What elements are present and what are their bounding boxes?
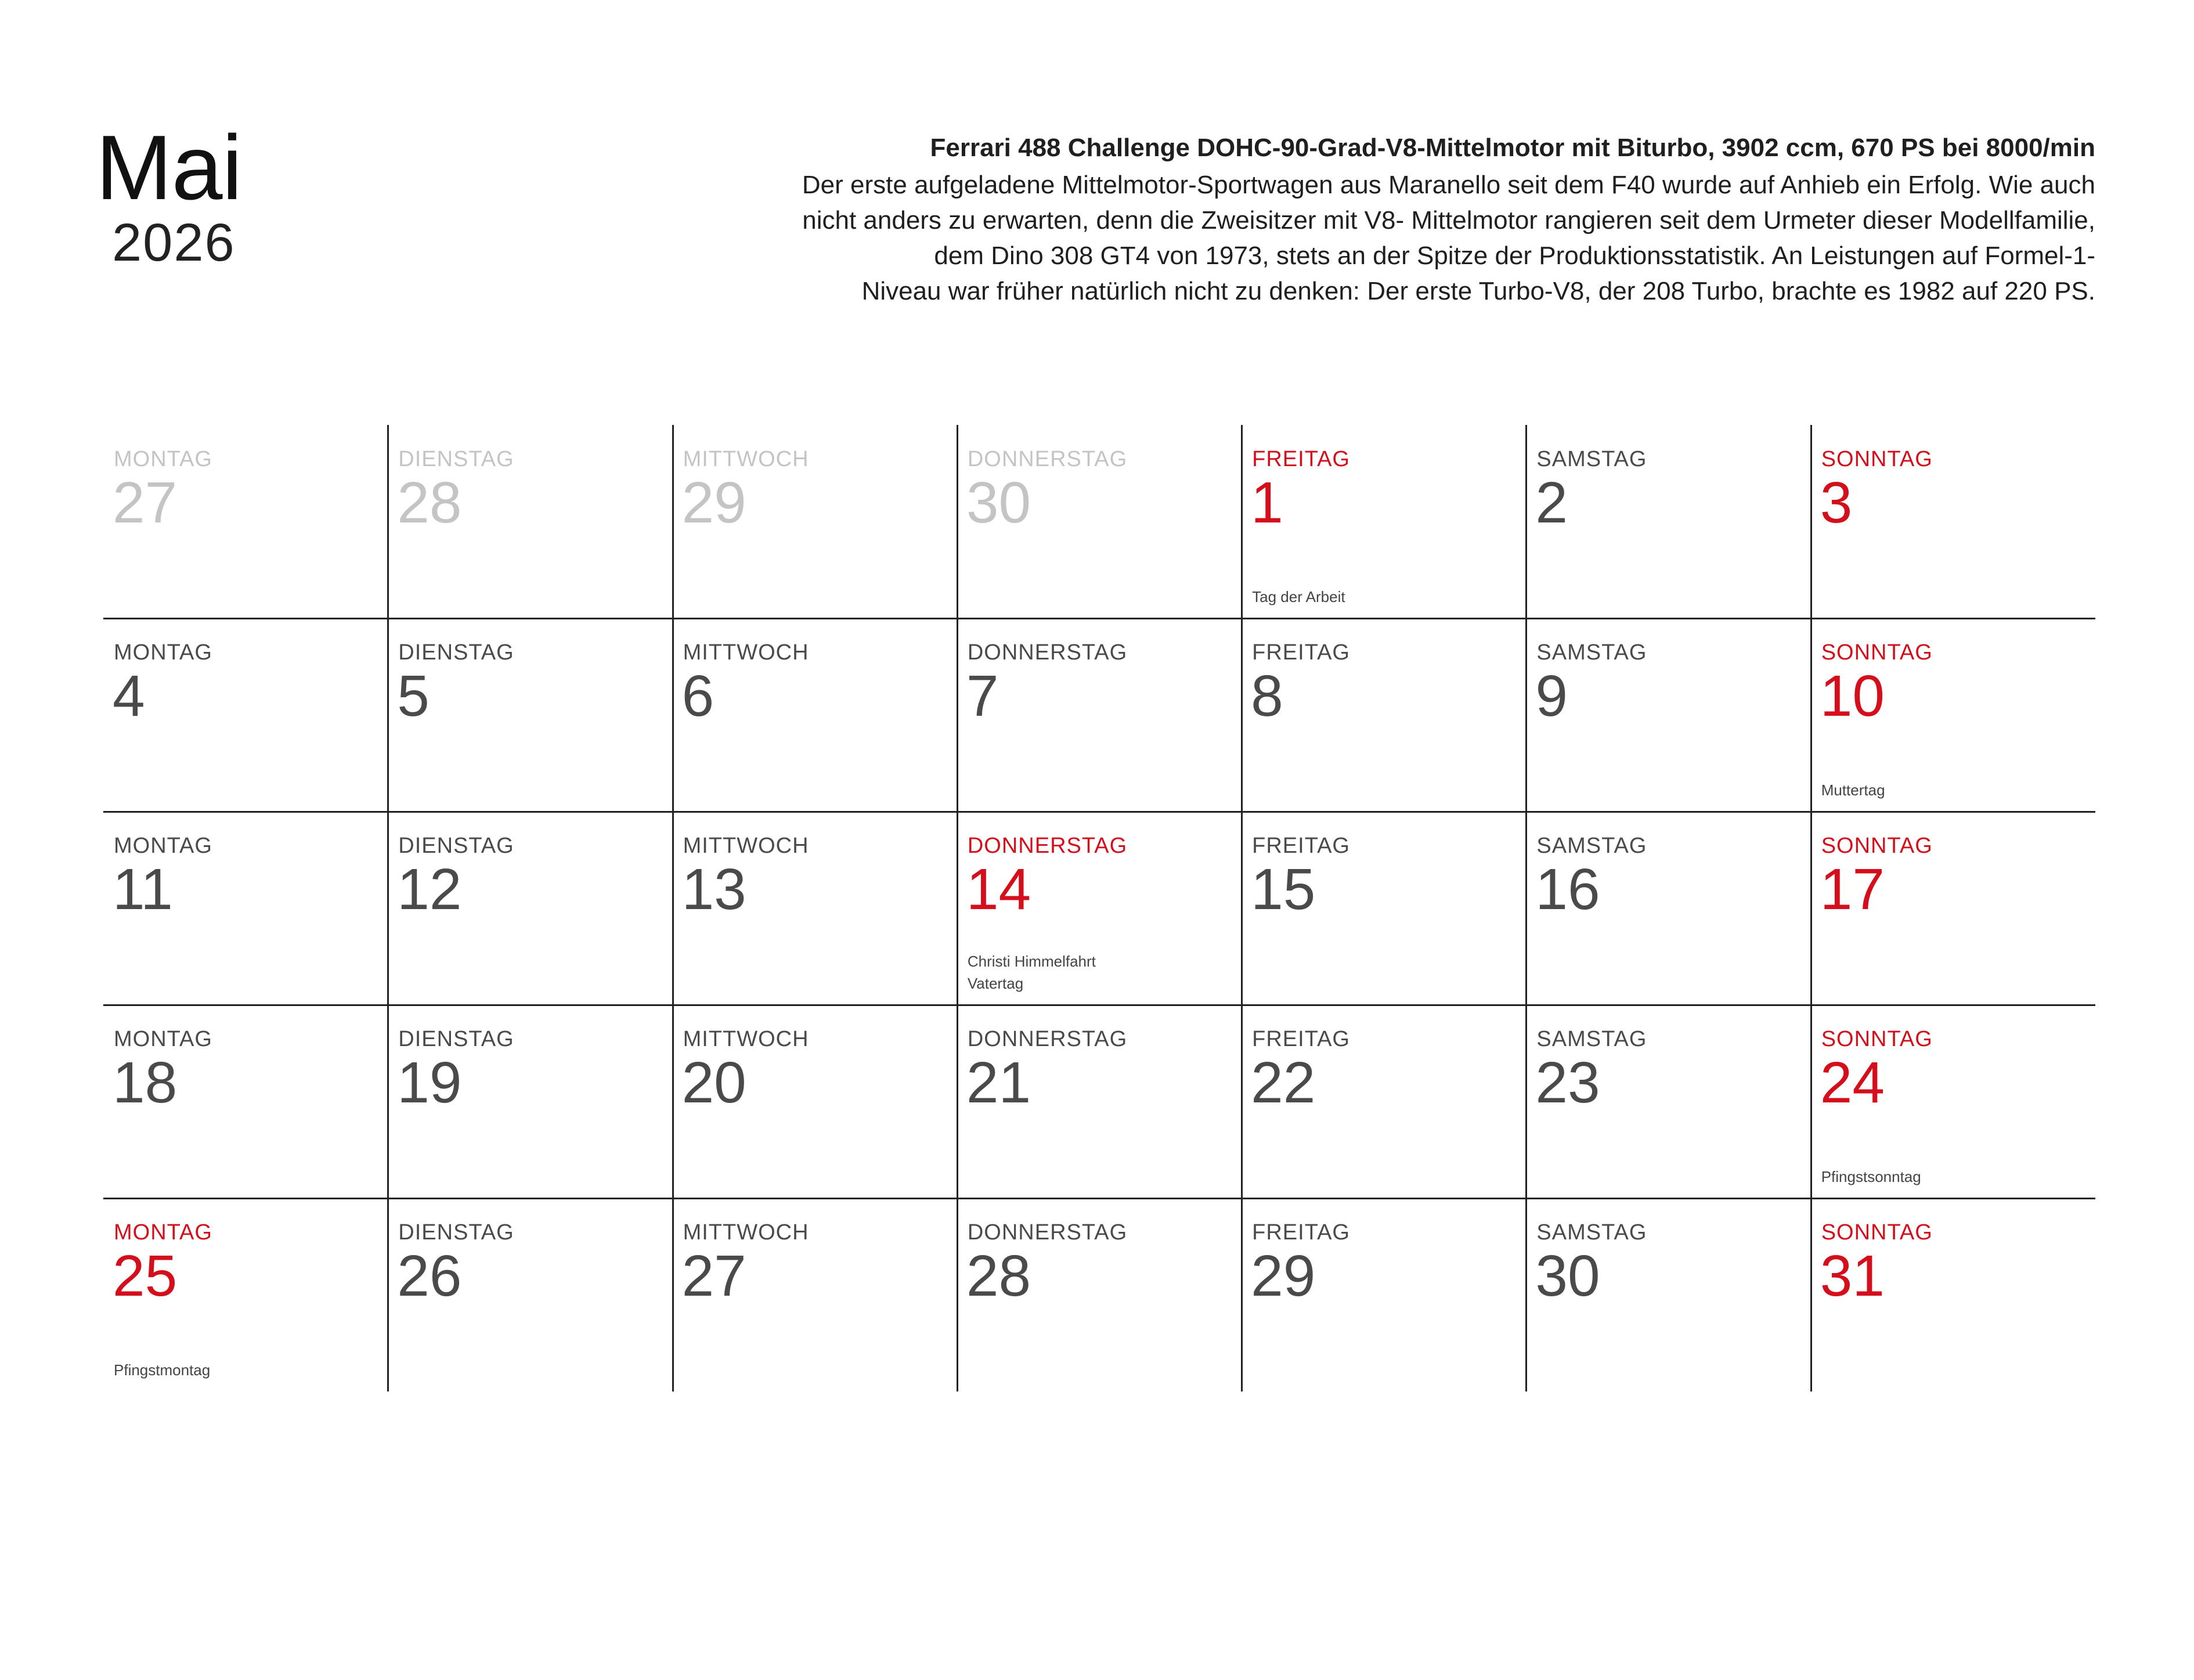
row-divider (103, 618, 2095, 619)
day-name: DONNERSTAG (967, 1220, 1128, 1245)
day-cell[interactable] (1526, 618, 1810, 812)
day-name: DIENSTAG (398, 447, 514, 471)
day-cell[interactable] (103, 425, 388, 618)
day-number: 30 (1535, 1243, 1600, 1308)
day-name: DONNERSTAG (967, 447, 1128, 471)
holiday-label: Vatertag (967, 975, 1024, 992)
calendar-grid (103, 425, 2095, 1391)
column-divider (1241, 425, 1243, 1391)
day-name: MITTWOCH (683, 640, 809, 665)
day-number: 15 (1251, 857, 1316, 922)
day-number: 7 (966, 664, 999, 729)
column-divider (1525, 425, 1527, 1391)
day-name: MITTWOCH (683, 834, 809, 858)
day-number: 14 (966, 857, 1031, 922)
description-headline: Ferrari 488 Challenge DOHC-90-Grad-V8-Mittelmotor mit Biturbo, 3902 ccm, 670 PS bei 8000/min (930, 134, 2095, 162)
day-cell[interactable] (673, 1005, 957, 1198)
column-divider (1810, 425, 1812, 1391)
day-number: 27 (681, 1243, 746, 1308)
month-title: Mai (96, 117, 242, 219)
day-cell[interactable] (957, 425, 1242, 618)
day-cell[interactable] (1242, 1005, 1526, 1198)
day-cell[interactable] (1242, 812, 1526, 1005)
day-number: 4 (113, 664, 145, 729)
holiday-label: Tag der Arbeit (1252, 588, 1345, 605)
day-cell[interactable] (1811, 1005, 2095, 1198)
day-name: SAMSTAG (1536, 640, 1647, 665)
day-cell[interactable] (388, 618, 672, 812)
day-cell[interactable] (673, 1198, 957, 1391)
day-cell[interactable] (1811, 1198, 2095, 1391)
day-cell[interactable] (103, 618, 388, 812)
day-number: 30 (966, 470, 1031, 535)
holiday-label: Pfingstmontag (114, 1361, 211, 1379)
day-number: 2 (1535, 470, 1568, 535)
day-cell[interactable] (957, 1005, 1242, 1198)
row-divider (103, 811, 2095, 813)
day-number: 28 (966, 1243, 1031, 1308)
day-name: DIENSTAG (398, 640, 514, 665)
day-cell[interactable] (957, 618, 1242, 812)
day-name: MITTWOCH (683, 447, 809, 471)
day-cell[interactable] (1242, 1198, 1526, 1391)
holiday-note (968, 950, 1096, 994)
day-number: 22 (1251, 1050, 1316, 1115)
day-cell[interactable] (1811, 425, 2095, 618)
day-name: FREITAG (1252, 834, 1350, 858)
row-divider (103, 1198, 2095, 1199)
year-title: 2026 (112, 213, 236, 272)
holiday-label: Pfingstsonntag (1821, 1168, 1921, 1185)
day-cell[interactable] (1526, 812, 1810, 1005)
holiday-label: Muttertag (1821, 781, 1885, 799)
day-number: 31 (1820, 1243, 1885, 1308)
day-name: DIENSTAG (398, 1027, 514, 1051)
column-divider (672, 425, 674, 1391)
holiday-label: Christi Himmelfahrt (967, 953, 1096, 970)
day-cell[interactable] (673, 425, 957, 618)
day-cell[interactable] (1811, 812, 2095, 1005)
day-name: SONNTAG (1821, 640, 1933, 665)
day-number: 3 (1820, 470, 1853, 535)
day-name: FREITAG (1252, 1027, 1350, 1051)
day-name: MONTAG (114, 834, 212, 858)
day-name: SAMSTAG (1536, 834, 1647, 858)
day-name: DIENSTAG (398, 834, 514, 858)
day-number: 24 (1820, 1050, 1885, 1115)
day-name: FREITAG (1252, 447, 1350, 471)
day-number: 5 (397, 664, 430, 729)
day-name: FREITAG (1252, 640, 1350, 665)
day-cell[interactable] (388, 812, 672, 1005)
day-cell[interactable] (388, 1005, 672, 1198)
day-cell[interactable] (388, 1198, 672, 1391)
day-cell[interactable] (1811, 618, 2095, 812)
day-name: FREITAG (1252, 1220, 1350, 1245)
day-number: 23 (1535, 1050, 1600, 1115)
description-line: Der erste aufgeladene Mittelmotor-Sportwagen aus Maranello seit dem F40 wurde auf Anhieb ein Erfolg. Wie auch (802, 171, 2095, 199)
day-number: 1 (1251, 470, 1283, 535)
day-number: 29 (681, 470, 746, 535)
day-number: 13 (681, 857, 746, 922)
day-name: MONTAG (114, 447, 212, 471)
holiday-note (114, 1359, 210, 1381)
day-name: SONNTAG (1821, 1220, 1933, 1245)
day-cell[interactable] (388, 425, 672, 618)
day-number: 18 (113, 1050, 178, 1115)
day-name: SAMSTAG (1536, 1220, 1647, 1245)
day-number: 21 (966, 1050, 1031, 1115)
day-name: DONNERSTAG (967, 640, 1128, 665)
day-cell[interactable] (673, 812, 957, 1005)
day-number: 29 (1251, 1243, 1316, 1308)
day-name: MONTAG (114, 1220, 212, 1245)
day-number: 20 (681, 1050, 746, 1115)
day-cell[interactable] (1526, 1198, 1810, 1391)
day-name: DONNERSTAG (967, 834, 1128, 858)
day-name: MITTWOCH (683, 1220, 809, 1245)
day-number: 27 (113, 470, 178, 535)
day-cell[interactable] (103, 1198, 388, 1391)
description-line: Niveau war früher natürlich nicht zu denken: Der erste Turbo-V8, der 208 Turbo, brachte es 1982 auf 220 PS. (861, 277, 2095, 305)
day-cell[interactable] (103, 1005, 388, 1198)
day-number: 6 (681, 664, 715, 729)
day-number: 10 (1820, 664, 1885, 729)
day-cell[interactable] (1242, 618, 1526, 812)
column-divider (957, 425, 958, 1391)
day-number: 8 (1251, 664, 1283, 729)
row-divider (103, 1004, 2095, 1006)
day-cell[interactable] (1242, 425, 1526, 618)
day-name: SAMSTAG (1536, 447, 1647, 471)
holiday-note (1821, 1166, 1921, 1188)
day-name: MONTAG (114, 640, 212, 665)
image-description (528, 130, 2095, 309)
day-cell[interactable] (1526, 425, 1810, 618)
day-number: 17 (1820, 857, 1885, 922)
day-number: 11 (113, 857, 173, 922)
day-name: SONNTAG (1821, 447, 1933, 471)
day-name: SAMSTAG (1536, 1027, 1647, 1051)
day-number: 9 (1535, 664, 1568, 729)
holiday-note (1821, 779, 1885, 801)
holiday-note (1252, 586, 1345, 608)
day-number: 19 (397, 1050, 462, 1115)
description-line: nicht anders zu erwarten, denn die Zweisitzer mit V8- Mittelmotor rangieren seit dem Urmeter dieser Modellfamilie, (802, 206, 2095, 235)
day-name: SONNTAG (1821, 834, 1933, 858)
day-number: 25 (113, 1243, 178, 1308)
day-name: MONTAG (114, 1027, 212, 1051)
day-number: 16 (1535, 857, 1600, 922)
day-name: SONNTAG (1821, 1027, 1933, 1051)
day-name: DONNERSTAG (967, 1027, 1128, 1051)
day-cell[interactable] (957, 812, 1242, 1005)
day-number: 26 (397, 1243, 462, 1308)
day-cell[interactable] (103, 812, 388, 1005)
day-cell[interactable] (957, 1198, 1242, 1391)
day-cell[interactable] (1526, 1005, 1810, 1198)
day-number: 28 (397, 470, 462, 535)
day-name: MITTWOCH (683, 1027, 809, 1051)
description-line: dem Dino 308 GT4 von 1973, stets an der Spitze der Produktionsstatistik. An Leistungen auf Formel-1- (934, 241, 2095, 270)
column-divider (387, 425, 389, 1391)
day-name: DIENSTAG (398, 1220, 514, 1245)
day-cell[interactable] (673, 618, 957, 812)
day-number: 12 (397, 857, 462, 922)
